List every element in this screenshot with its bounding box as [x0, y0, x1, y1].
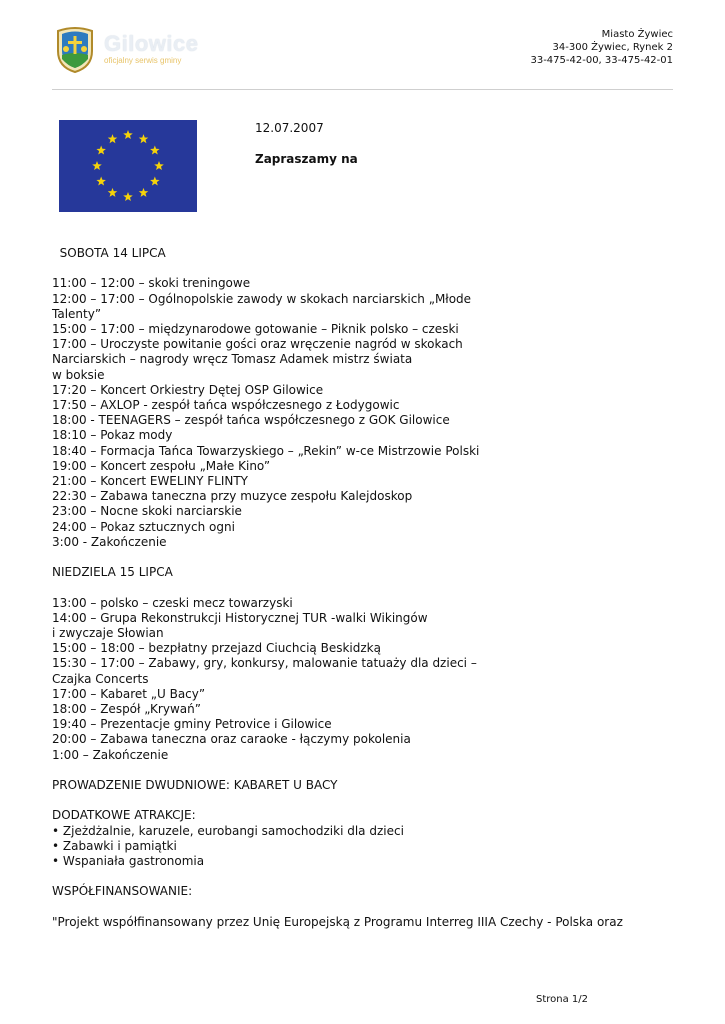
program-line: Talenty”: [52, 306, 102, 321]
program-line: 12:00 – 17:00 – Ogólnopolskie zawody w skokach narciarskich „Młode: [52, 291, 472, 306]
program-line: 11:00 – 12:00 – skoki treningowe: [52, 276, 251, 291]
program-line: w boksie: [52, 367, 105, 382]
star-icon: [139, 134, 149, 143]
star-icon: [154, 161, 164, 170]
star-icon: [96, 146, 106, 155]
logo-subtitle: oficjalny serwis gminy: [104, 56, 182, 65]
site-logo[interactable]: [52, 25, 202, 75]
program-line: 18:00 – Zespół „Krywań”: [52, 702, 201, 717]
program-line: 18:00 - TEENAGERS – zespół tańca współczesnego z GOK Gilowice: [52, 413, 450, 428]
program-line: 15:00 – 17:00 – międzynarodowe gotowanie – Piknik polsko – czeski: [52, 322, 459, 336]
program-line: 18:10 – Pokaz mody: [52, 428, 173, 443]
header-divider: [52, 89, 673, 90]
program-line: • Zjeżdżalnie, karuzele, eurobangi samochodziki dla dzieci: [52, 823, 404, 838]
program-line: 21:00 – Koncert EWELINY FLINTY: [52, 474, 249, 489]
program-line: 17:00 – Kabaret „U Bacy”: [52, 686, 206, 701]
program-line: • Wspaniała gastronomia: [52, 854, 205, 869]
star-icon: [150, 177, 160, 186]
page-number: Strona 1/2: [536, 994, 589, 1005]
star-icon: [108, 134, 118, 143]
blank-line: [52, 900, 672, 915]
coat-of-arms-icon: [52, 25, 98, 73]
program-line: WSPÓŁFINANSOWANIE:: [52, 884, 193, 899]
invite-heading: Zapraszamy na: [255, 152, 358, 166]
program-line: 24:00 – Pokaz sztucznych ogni: [52, 519, 235, 534]
program-line: • Zabawki i pamiątki: [52, 838, 177, 853]
contact-line: 34-300 Żywiec, Rynek 2: [552, 42, 673, 53]
star-icon: [96, 177, 106, 186]
program-line: 15:00 – 18:00 – bezpłatny przejazd Ciuchcią Beskidzką: [52, 641, 381, 656]
program-line: 20:00 – Zabawa taneczna oraz caraoke - łączymy pokolenia: [52, 732, 411, 747]
program-line: 14:00 – Grupa Rekonstrukcji Historycznej TUR -walki Wikingów: [52, 610, 428, 625]
contact-line: 33-475-42-00, 33-475-42-01: [530, 55, 673, 66]
star-icon: [123, 130, 133, 139]
program-line: SOBOTA 14 LIPCA: [52, 246, 166, 260]
logo-title: Gilowice: [104, 31, 199, 56]
program-line: i zwyczaje Słowian: [52, 626, 164, 641]
program-line: 17:00 – Uroczyste powitanie gości oraz wręczenie nagród w skokach: [52, 337, 463, 352]
contact-block: [530, 28, 673, 67]
blank-line: [52, 550, 672, 565]
blank-line: [52, 869, 672, 884]
program-line: 23:00 – Nocne skoki narciarskie: [52, 504, 242, 519]
program-line: 15:30 – 17:00 – Zabawy, gry, konkursy, malowanie tatuaży dla dzieci –: [52, 656, 477, 671]
program-line: 19:00 – Koncert zespołu „Małe Kino”: [52, 458, 271, 473]
program-line: 17:50 – AXLOP - zespół tańca współczesnego z Łodygowic: [52, 398, 400, 413]
program-line: 19:40 – Prezentacje gminy Petrovice i Gilowice: [52, 717, 332, 732]
blank-line: [52, 261, 672, 276]
star-icon: [139, 188, 149, 197]
program-line: NIEDZIELA 15 LIPCA: [52, 565, 173, 580]
program-line: DODATKOWE ATRAKCJE:: [52, 808, 196, 823]
star-icon: [108, 188, 118, 197]
eu-flag-stars: [59, 120, 197, 212]
contact-line: Miasto Żywiec: [601, 29, 673, 40]
program-line: 1:00 – Zakończenie: [52, 747, 169, 762]
program-line: 17:20 – Koncert Orkiestry Dętej OSP Gilowice: [52, 382, 324, 397]
event-program: [52, 246, 672, 930]
document-date: 12.07.2007: [255, 121, 324, 135]
program-line: Czajka Concerts: [52, 671, 149, 686]
program-line: PROWADZENIE DWUDNIOWE: KABARET U BACY: [52, 778, 338, 793]
program-line: 13:00 – polsko – czeski mecz towarzyski: [52, 595, 293, 610]
eu-flag-image: [59, 120, 197, 212]
program-line: Narciarskich – nagrody wręcz Tomasz Adamek mistrz świata: [52, 352, 413, 367]
star-icon: [123, 192, 133, 201]
star-icon: [150, 146, 160, 155]
blank-line: [52, 793, 672, 808]
program-line: 22:30 – Zabawa taneczna przy muzyce zespołu Kalejdoskop: [52, 489, 413, 504]
blank-line: [52, 763, 672, 778]
program-line: 3:00 - Zakończenie: [52, 534, 167, 549]
program-line: 18:40 – Formacja Tańca Towarzyskiego – „Rekin” w-ce Mistrzowie Polski: [52, 443, 480, 458]
star-icon: [92, 161, 102, 170]
program-line: "Projekt współfinansowany przez Unię Europejską z Programu Interreg IIIA Czechy - Polska oraz: [52, 914, 623, 929]
blank-line: [52, 580, 672, 595]
